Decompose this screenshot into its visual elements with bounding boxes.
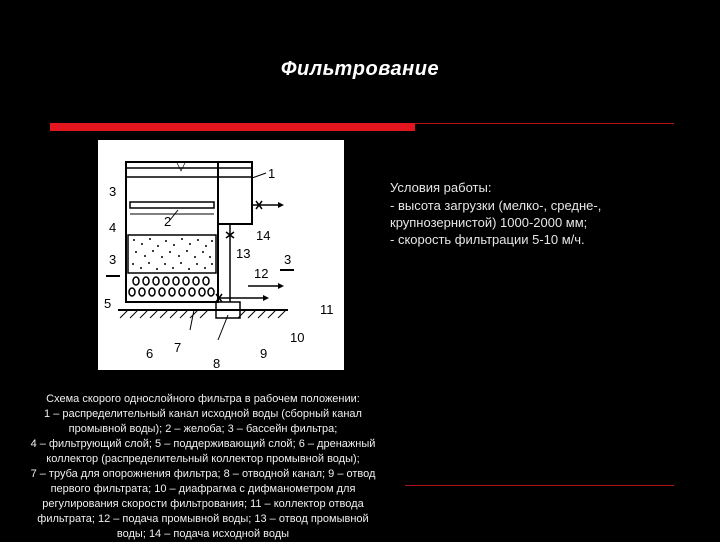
filter-basin bbox=[126, 162, 218, 302]
label-6: 6 bbox=[146, 346, 154, 361]
caption-line: воды; 14 – подача исходной воды bbox=[116, 528, 290, 540]
conditions-line: - высота загрузки (мелко-, средне-, bbox=[390, 198, 602, 213]
label-11: 11 bbox=[320, 302, 334, 317]
ground-hatch bbox=[120, 310, 286, 318]
divider-line bbox=[405, 485, 674, 486]
filter-diagram bbox=[98, 140, 344, 370]
distribution-channel bbox=[218, 162, 252, 224]
caption-line: регулирования скорости фильтрования; 11 – коллектор отвода bbox=[42, 498, 364, 510]
label-13: 13 bbox=[236, 246, 251, 261]
label-14: 14 bbox=[256, 228, 271, 243]
caption-line: фильтрата; 12 – подача промывной воды; 13 – отвод промывной bbox=[37, 513, 369, 525]
diagram-caption bbox=[8, 392, 398, 542]
title-underline-line bbox=[415, 123, 674, 124]
label-1: 1 bbox=[268, 166, 276, 181]
slide-title: Фильтрование bbox=[280, 58, 440, 80]
label-4: 4 bbox=[109, 220, 117, 235]
label-3b: 3 bbox=[109, 252, 117, 267]
supporting-layer bbox=[129, 277, 214, 296]
caption-line: первого фильтрата; 10 – диафрагма с дифманометром для bbox=[50, 483, 356, 495]
conditions-text bbox=[390, 197, 680, 248]
conditions-heading: Условия работы: bbox=[390, 180, 492, 195]
caption-line: промывной воды); 2 – желоба; 3 – бассейн фильтра; bbox=[68, 423, 338, 435]
water-level-mark: ▽ bbox=[176, 158, 186, 173]
label-3a: 3 bbox=[109, 184, 117, 199]
troughs bbox=[130, 202, 214, 208]
title-underline-bar bbox=[50, 123, 415, 131]
conditions-line: крупнозернистой) 1000-2000 мм; bbox=[390, 215, 588, 230]
caption-line: Схема скорого однослойного фильтра в рабочем положении: bbox=[46, 393, 360, 405]
label-10: 10 bbox=[290, 330, 305, 345]
label-9: 9 bbox=[260, 346, 268, 361]
label-7: 7 bbox=[174, 340, 182, 355]
label-5: 5 bbox=[104, 296, 112, 311]
caption-line: 7 – труба для опорожнения фильтра; 8 – отводной канал; 9 – отвод bbox=[30, 468, 376, 480]
label-12: 12 bbox=[254, 266, 269, 281]
filter-schematic bbox=[98, 140, 344, 370]
caption-line: 4 – фильтрующий слой; 5 – поддерживающий слой; 6 – дренажный bbox=[30, 438, 376, 450]
label-3c: 3 bbox=[284, 252, 292, 267]
conditions-line: - скорость фильтрации 5-10 м/ч. bbox=[390, 232, 585, 247]
label-2: 2 bbox=[164, 214, 172, 229]
label-8: 8 bbox=[213, 356, 221, 370]
caption-line: коллектор (распределительный коллектор промывной воды); bbox=[46, 453, 360, 465]
caption-line: 1 – распределительный канал исходной воды (сборный канал bbox=[44, 408, 362, 420]
